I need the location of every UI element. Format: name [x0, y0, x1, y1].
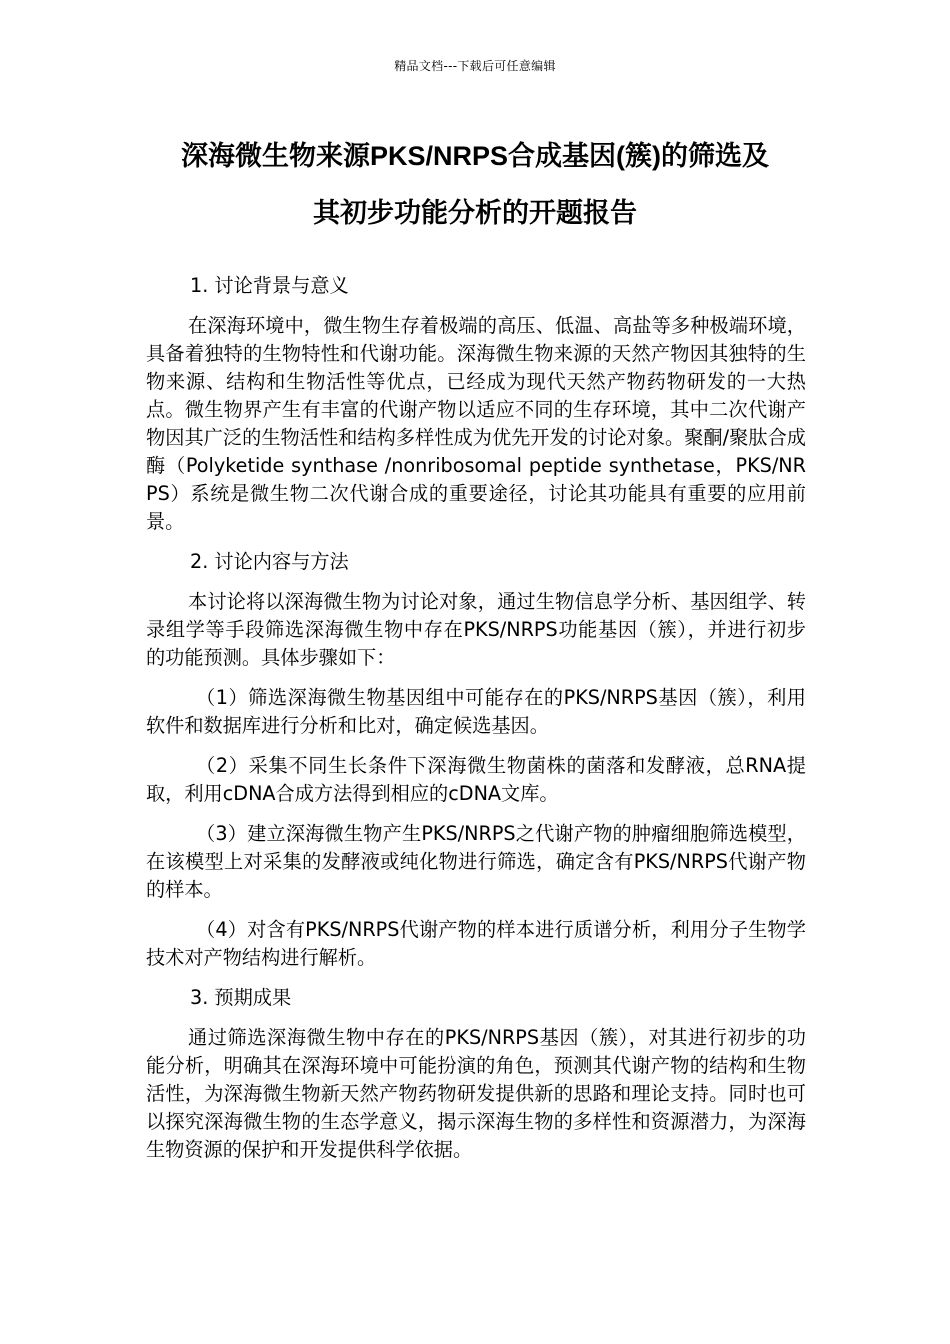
section-heading-outcomes: 3. 预期成果 [190, 986, 292, 1009]
paragraph-background: 在深海环境中，微生物生存着极端的高压、低温、高盐等多种极端环境，具备着独特的生物特性和代谢功能。深海微生物来源的天然产物因其独特的生物来源、结构和生物活性等优点，已经成为现代天然产物药物研发的一大热点。微生物界产生有丰富的代谢产物以适应不同的生存环境，其中二次代谢产物因其广泛的生物活性和结构多样性成为优先开发的讨论对象。聚酮/聚肽合成酶（Polyketide synthase /nonribosomal peptide synthetase，PKS/NRPS）系统是微生物二次代谢合成的重要途径，讨论其功能具有重要的应用前景。 [146, 314, 806, 533]
paragraph-step-3: （3）建立深海微生物产生PKS/NRPS之代谢产物的肿瘤细胞筛选模型，在该模型上对采集的发酵液或纯化物进行筛选，确定含有PKS/NRPS代谢产物的样本。 [146, 822, 806, 901]
paragraph-outcomes: 通过筛选深海微生物中存在的PKS/NRPS基因（簇），对其进行初步的功能分析，明确其在深海环境中可能扮演的角色，预测其代谢产物的结构和生物活性，为深海微生物新天然产物药物研发提供新的思路和理论支持。同时也可以探究深海微生物的生态学意义，揭示深海生物的多样性和资源潜力，为深海生物资源的保护和开发提供科学依据。 [146, 1026, 806, 1161]
title-line-2: 其初步功能分析的开题报告 [313, 198, 637, 228]
paragraph-methods-intro: 本讨论将以深海微生物为讨论对象，通过生物信息学分析、基因组学、转录组学等手段筛选深海微生物中存在PKS/NRPS功能基因（簇），并进行初步的功能预测。具体步骤如下： [146, 590, 806, 669]
title-line-1: 深海微生物来源PKS/NRPS合成基因(簇)的筛选及 [180, 141, 769, 171]
paragraph-step-1: （1）筛选深海微生物基因组中可能存在的PKS/NRPS基因（簇），利用软件和数据库进行分析和比对，确定候选基因。 [146, 686, 806, 737]
paragraph-step-2: （2）采集不同生长条件下深海微生物菌株的菌落和发酵液，总RNA提取，利用cDNA合成方法得到相应的cDNA文库。 [146, 754, 806, 805]
section-heading-methods: 2. 讨论内容与方法 [190, 550, 349, 573]
header-note: 精品文档---下载后可任意编辑 [394, 59, 556, 73]
section-heading-background: 1. 讨论背景与意义 [190, 274, 349, 297]
paragraph-step-4: （4）对含有PKS/NRPS代谢产物的样本进行质谱分析，利用分子生物学技术对产物结构进行解析。 [146, 918, 806, 969]
document-body [146, 272, 806, 1176]
document-title [120, 128, 830, 242]
